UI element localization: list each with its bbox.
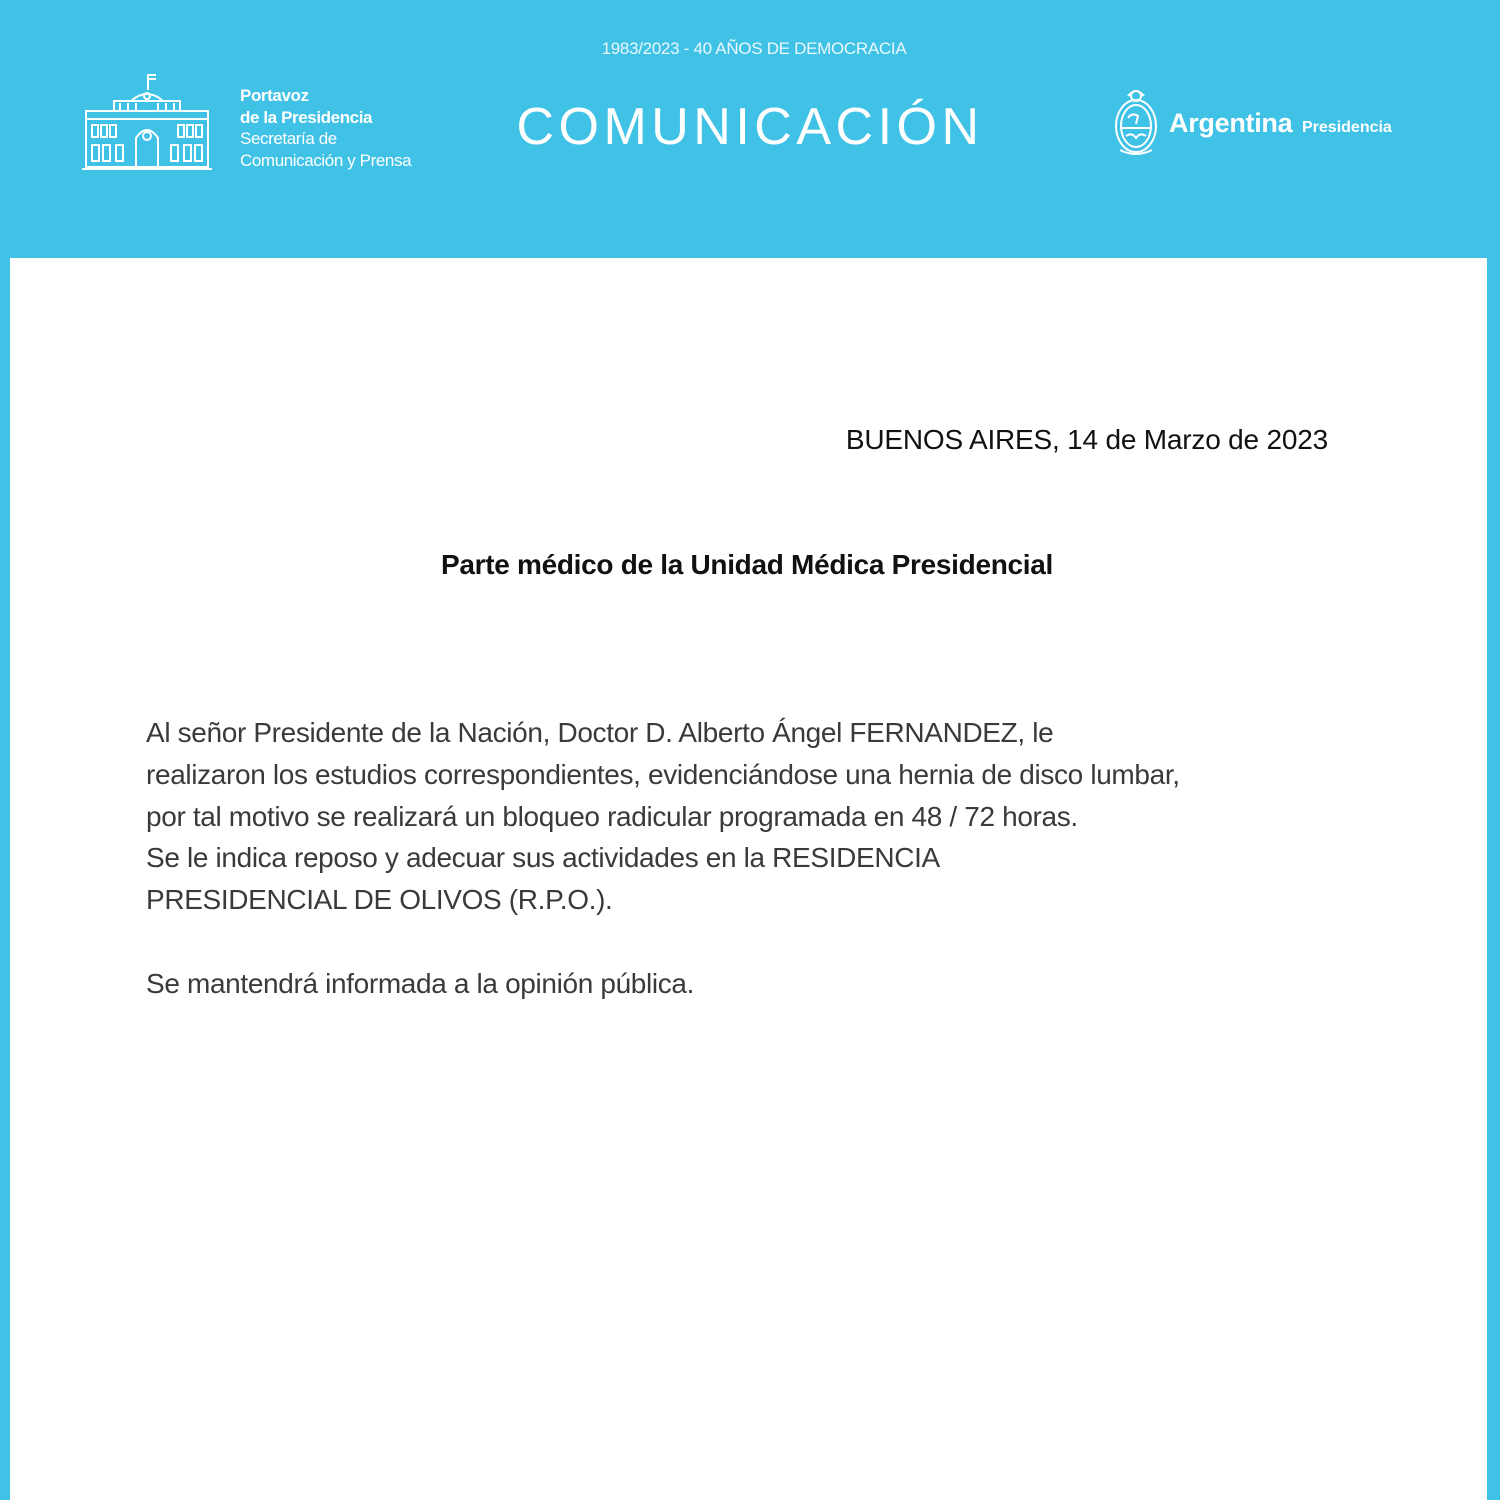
body-line: Se le indica reposo y adecuar sus actividades en la RESIDENCIA bbox=[146, 842, 940, 874]
body-line: realizaron los estudios correspondientes, evidenciándose una hernia de disco lumbar, bbox=[146, 758, 1180, 790]
closing-line: Se mantendrá informada a la opinión pública. bbox=[146, 967, 695, 999]
portavoz-logo-text bbox=[240, 85, 411, 171]
democracy-tagline bbox=[0, 39, 1500, 59]
logo-line-3: Secretaría de bbox=[240, 129, 337, 148]
logo-line-1: Portavoz bbox=[240, 86, 309, 105]
argentina-coat-of-arms-icon bbox=[1112, 86, 1160, 160]
brand-title: COMUNICACIÓN bbox=[516, 98, 984, 156]
document-title: Parte médico de la Unidad Médica Presidencial bbox=[440, 549, 1054, 580]
paragraph-gap bbox=[146, 921, 1346, 963]
logo-line-4: Comunicación y Prensa bbox=[240, 150, 412, 170]
body-line: por tal motivo se realizará un bloqueo radicular programada en 48 / 72 horas. bbox=[146, 800, 1078, 832]
date-line: BUENOS AIRES, 14 de Marzo de 2023 bbox=[845, 424, 1328, 455]
portavoz-logo bbox=[82, 70, 442, 174]
tagline-text: 1983/2023 - 40 AÑOS DE DEMOCRACIA bbox=[601, 39, 907, 58]
presidencia-wordmark: Presidencia bbox=[1302, 119, 1392, 136]
logo-line-2: de la Presidencia bbox=[240, 107, 373, 127]
document-page bbox=[10, 258, 1487, 1500]
header-banner bbox=[0, 0, 1500, 258]
body-line: PRESIDENCIAL DE OLIVOS (R.P.O.). bbox=[146, 884, 613, 916]
document-body bbox=[146, 712, 1346, 1005]
body-line: Al señor Presidente de la Nación, Doctor D. Alberto Ángel FERNANDEZ, le bbox=[146, 717, 1054, 748]
argentina-wordmark: Argentina bbox=[1169, 108, 1293, 138]
argentina-presidencia-logo bbox=[1112, 86, 1412, 160]
casa-rosada-building-icon bbox=[82, 70, 212, 172]
